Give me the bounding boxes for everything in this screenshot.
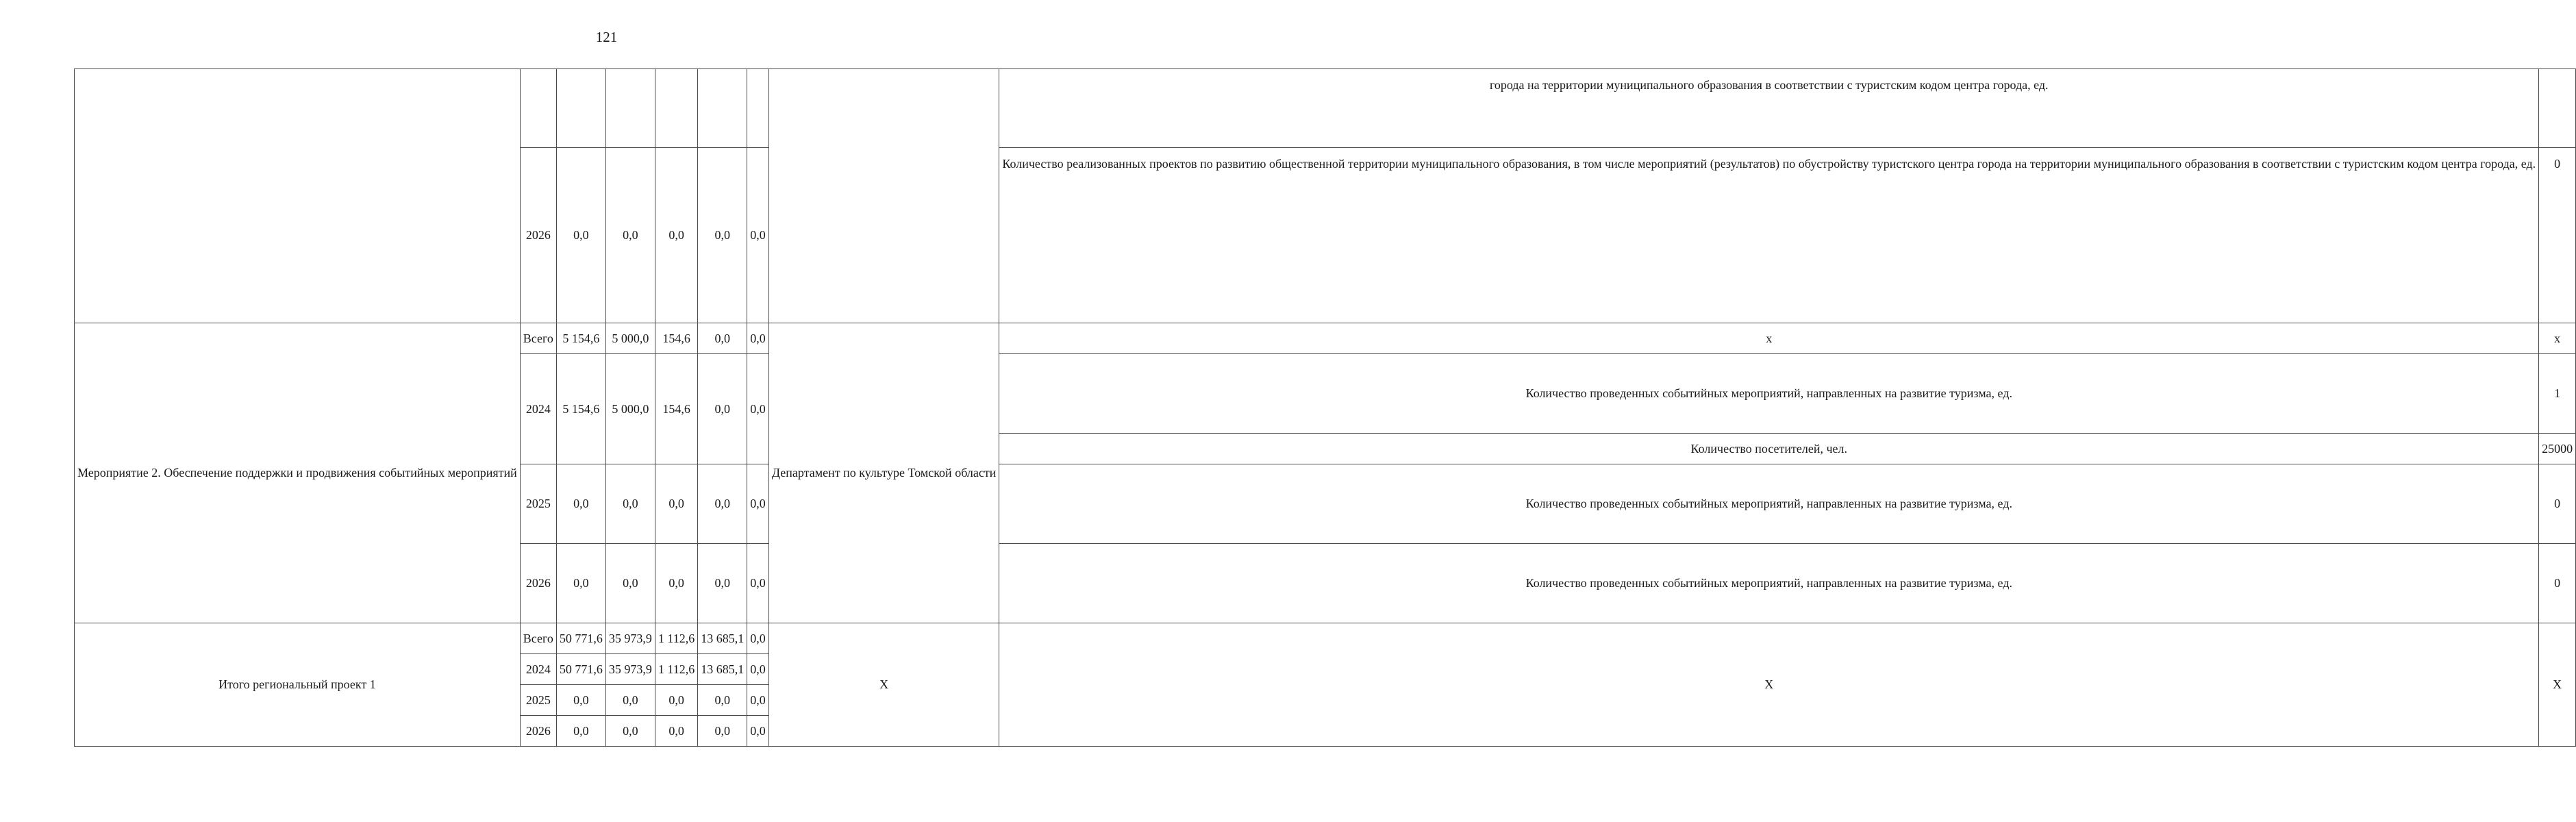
- year-cell: 2026: [520, 544, 556, 623]
- amount-federal: 0,0: [605, 464, 655, 544]
- amount-federal: 0,0: [605, 148, 655, 323]
- amount-local: 13 685,1: [698, 654, 747, 685]
- total-responsible: X: [768, 623, 999, 747]
- amount-local: 0,0: [698, 464, 747, 544]
- amount-federal: 0,0: [605, 716, 655, 747]
- amount-total: 0,0: [556, 148, 605, 323]
- continued-responsible-cell: [768, 69, 999, 323]
- indicator-text: Количество посетителей, чел.: [999, 434, 2539, 464]
- amount-total: 50 771,6: [556, 654, 605, 685]
- amount-total: 50 771,6: [556, 623, 605, 654]
- amount-regional: 0,0: [655, 685, 697, 716]
- page-number: 121: [595, 29, 618, 45]
- amount-other: 0,0: [747, 654, 769, 685]
- amount-regional: 0,0: [655, 544, 697, 623]
- year-cell: 2025: [520, 464, 556, 544]
- amount-other: 0,0: [747, 716, 769, 747]
- amount-federal: 5 000,0: [605, 354, 655, 464]
- event2-responsible: Департамент по культуре Томской области: [768, 323, 999, 623]
- indicator-text: x: [999, 323, 2539, 354]
- amount-total: 0,0: [556, 544, 605, 623]
- continued-row-prev: [75, 69, 2576, 148]
- budget-table: [74, 68, 2576, 747]
- amount-local: 0,0: [698, 685, 747, 716]
- indicator-value: 0: [2539, 464, 2576, 544]
- year-cell: 2024: [520, 354, 556, 464]
- event2-row-total: [75, 323, 2576, 354]
- amount-regional: 0,0: [655, 716, 697, 747]
- amount-other: 0,0: [747, 685, 769, 716]
- indicator-text: Количество проведенных событийных мероприятий, направленных на развитие туризма, ед.: [999, 544, 2539, 623]
- total-project-name: Итого региональный проект 1: [75, 623, 521, 747]
- amount-local: 0,0: [698, 716, 747, 747]
- total-indicator-value: X: [2539, 623, 2576, 747]
- indicator-value: x: [2539, 323, 2576, 354]
- indicator-text: города на территории муниципального образования в соответствии с туристским кодом центра города, ед.: [999, 69, 2539, 148]
- year-cell: 2025: [520, 685, 556, 716]
- amount-other: 0,0: [747, 464, 769, 544]
- amount-local: 0,0: [698, 544, 747, 623]
- amount-regional: 0,0: [655, 148, 697, 323]
- amount-federal: 5 000,0: [605, 323, 655, 354]
- amount-regional: 154,6: [655, 323, 697, 354]
- amount-total: 0,0: [556, 716, 605, 747]
- year-cell: Всего: [520, 323, 556, 354]
- amount-total: 5 154,6: [556, 354, 605, 464]
- indicator-value: 1: [2539, 354, 2576, 434]
- total-indicator: X: [999, 623, 2539, 747]
- amount-total: 0,0: [556, 685, 605, 716]
- amount-other: 0,0: [747, 148, 769, 323]
- amount-local: 0,0: [698, 323, 747, 354]
- amount-other: 0,0: [747, 544, 769, 623]
- event2-name: Мероприятие 2. Обеспечение поддержки и продвижения событийных мероприятий: [75, 323, 521, 623]
- year-cell: Всего: [520, 623, 556, 654]
- amount-regional: 154,6: [655, 354, 697, 464]
- indicator-value: 0: [2539, 148, 2576, 323]
- indicator-text: Количество реализованных проектов по развитию общественной территории муниципального образования, в том числе мероприятий (результатов) по обустройству туристского центра города на территории муниципального образования в соответствии с туристским кодом центра города, ед.: [999, 148, 2539, 323]
- amount-local: 0,0: [698, 148, 747, 323]
- amount-other: 0,0: [747, 623, 769, 654]
- year-cell: 2024: [520, 654, 556, 685]
- amount-federal: 0,0: [605, 544, 655, 623]
- amount-local: 13 685,1: [698, 623, 747, 654]
- indicator-text: Количество проведенных событийных мероприятий, направленных на развитие туризма, ед.: [999, 354, 2539, 434]
- year-cell: 2026: [520, 716, 556, 747]
- amount-federal: 0,0: [605, 685, 655, 716]
- amount-local: 0,0: [698, 354, 747, 464]
- amount-regional: 0,0: [655, 464, 697, 544]
- amount-regional: 1 112,6: [655, 623, 697, 654]
- amount-total: 0,0: [556, 464, 605, 544]
- continued-name-cell: [75, 69, 521, 323]
- indicator-text: Количество проведенных событийных мероприятий, направленных на развитие туризма, ед.: [999, 464, 2539, 544]
- indicator-value: 0: [2539, 544, 2576, 623]
- amount-other: 0,0: [747, 323, 769, 354]
- year-cell: 2026: [520, 148, 556, 323]
- amount-federal: 35 973,9: [605, 654, 655, 685]
- amount-regional: 1 112,6: [655, 654, 697, 685]
- amount-other: 0,0: [747, 354, 769, 464]
- total-row-all: [75, 623, 2576, 654]
- indicator-value: 25000: [2539, 434, 2576, 464]
- amount-federal: 35 973,9: [605, 623, 655, 654]
- amount-total: 5 154,6: [556, 323, 605, 354]
